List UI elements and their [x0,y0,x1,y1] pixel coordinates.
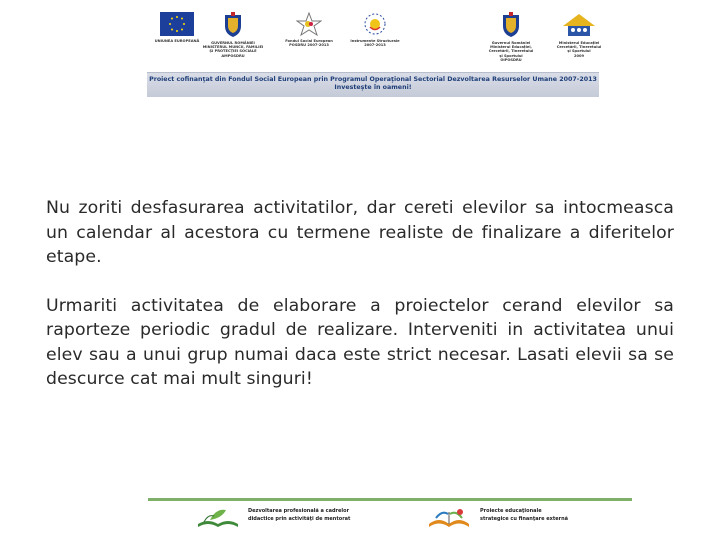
logo-instrumente-structurale: Instrumente Structurale 2007-2013 [338,12,412,47]
school-house-icon [559,12,599,38]
eu-flag-icon [160,12,194,36]
instrumente-structurale-icon [361,12,389,36]
logo-guvernul: GUVERNUL ROMÂNIEI MINISTERUL MUNCII, FAMILIEI ŞI PROTECŢIEI SOCIALE AMPOSDRU [196,12,270,58]
open-book-colorful-icon [426,506,472,528]
banner-line-2: Investeşte în oameni! [334,84,412,91]
logo-caption: UNIUNEA EUROPEANĂ [154,39,200,43]
footer-left-line-1: Dezvoltarea profesională a cadrelor [248,508,350,514]
fse-star-icon [296,12,322,36]
banner-line-1: Proiect cofinanţat din Fondul Social European prin Programul Operaţional Sectorial Dezvoltarea Resurselor Umane 2007-2013 [149,76,597,83]
romania-coat-of-arms-icon [501,12,521,38]
posdru-banner [147,72,599,97]
footer-project-right [426,504,616,530]
footer-divider [148,498,632,501]
logo-guvernul-mects: Guvernul României Ministerul Educaţiei, Cercetării, Tineretului şi Sportului OIPOSDRU [474,12,548,62]
footer-right-line-1: Proiecte educaţionale [480,508,542,514]
footer-project-left [196,504,386,530]
romania-coat-of-arms-icon [223,12,243,38]
footer-left-line-2: didactice prin activităţi de mentorat [248,515,351,522]
footer-right-line-2: strategice cu finanţare externă [480,515,568,522]
paragraph-1: Nu zoriti desfasurarea activitatilor, dar cereti elevilor sa intocmeasca un calendar al acestora cu termene realiste de finalizare a diferitelor etape. [46,198,674,267]
open-book-leaf-icon [196,506,240,528]
paragraph-2: Urmariti activitatea de elaborare a proiectelor cerand elevilor sa raporteze periodic gradul de realizare. Interveniti in activitatea unui elev sau a unui grup numai daca este strict necesar. Lasati elevii sa se descurce cat mai mult singuri! [46,295,674,389]
logo-fse: Fondul Social European POSDRU 2007-2013 [272,12,346,47]
logo-strip [140,12,600,70]
slide-body [46,196,674,416]
logo-ministerul-educatiei: Ministerul Educaţiei Cercetării, Tineretului şi Sportului 2009 [542,12,616,58]
